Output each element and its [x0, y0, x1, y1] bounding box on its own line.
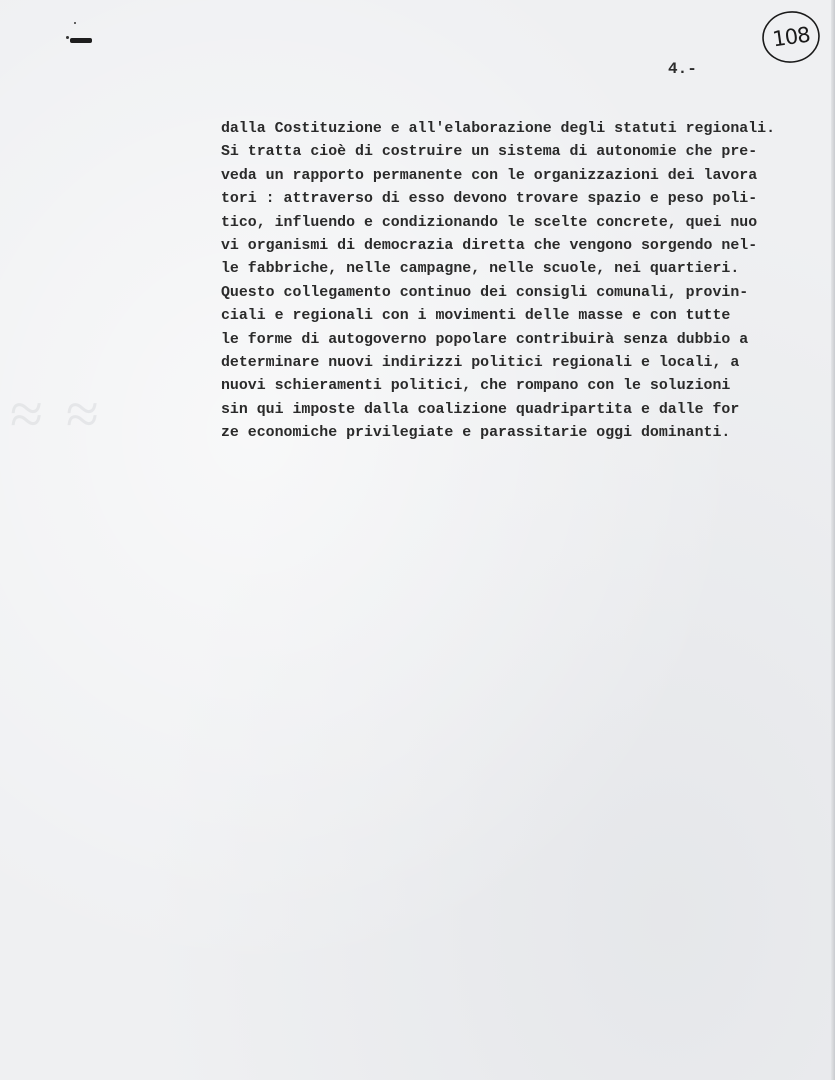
bleed-through-mark: ≈ ≈	[10, 381, 103, 447]
text-line: le forme di autogoverno popolare contribuirà senza dubbio a	[221, 331, 749, 348]
text-line: ciali e regionali con i movimenti delle masse e con tutte	[221, 308, 731, 325]
text-line: tico, influendo e condizionando le scelte concrete, quei nuo	[221, 214, 758, 231]
text-line: veda un rapporto permanente con le organizzazioni dei lavora	[221, 167, 758, 184]
corner-ink-mark	[66, 36, 96, 46]
page-number: 4.-	[668, 60, 697, 78]
text-line: Si tratta cioè di costruire un sistema di autonomie che pre-	[221, 144, 758, 161]
stamp-number: 108	[770, 22, 812, 52]
text-line: Questo collegamento continuo dei consigli comunali, provin-	[221, 284, 749, 301]
page-edge-shadow	[831, 0, 835, 1080]
text-line: dalla Costituzione e all'elaborazione degli statuti regionali.	[221, 121, 776, 137]
text-line: tori : attraverso di esso devono trovare spazio e peso poli-	[221, 191, 758, 208]
body-text	[221, 118, 831, 446]
text-line: le fabbriche, nelle campagne, nelle scuole, nei quartieri.	[221, 261, 740, 278]
text-line: determinare nuovi indirizzi politici regionali e locali, a	[221, 355, 740, 372]
text-line: sin qui imposte dalla coalizione quadripartita e dalle for	[221, 401, 740, 418]
archive-page-stamp	[760, 8, 822, 66]
text-line: ze economiche privilegiate e parassitarie oggi dominanti.	[221, 425, 731, 442]
text-line: vi organismi di democrazia diretta che vengono sorgendo nel-	[221, 238, 758, 255]
text-line: nuovi schieramenti politici, che rompano con le soluzioni	[221, 378, 731, 395]
